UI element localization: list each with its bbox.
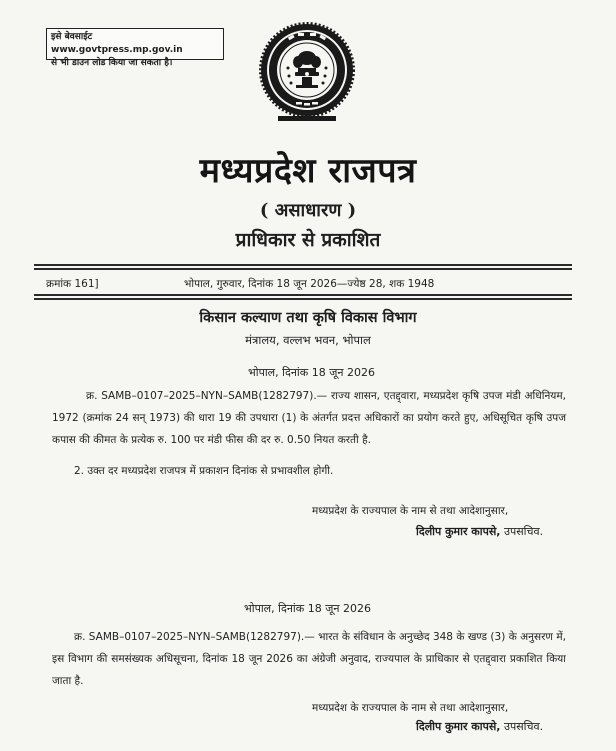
top-rule bbox=[34, 264, 572, 266]
notice1-date: भोपाल, दिनांक 18 जून 2026 bbox=[248, 366, 375, 379]
department-office: मंत्रालय, वल्लभ भवन, भोपाल bbox=[245, 333, 371, 347]
notice1-signature bbox=[416, 524, 543, 539]
notice1-designation: उपसचिव. bbox=[503, 525, 544, 538]
department-name: किसान कल्याण तथा कृषि विकास विभाग bbox=[199, 310, 417, 326]
notice2-designation: उपसचिव. bbox=[503, 720, 544, 733]
top-rule-inner bbox=[34, 268, 572, 270]
gazette-subtitle: ( असाधारण ) bbox=[259, 200, 357, 221]
bottom-rule bbox=[34, 294, 572, 296]
notice1-paragraph-2: 2. उक्त दर मध्यप्रदेश राजपत्र में प्रकाशन दिनांक से प्रभावशील होगी. bbox=[74, 465, 334, 477]
notice2-paragraph: क्र. SAMB–0107–2025–NYN–SAMB(1282797).— भारत के संविधान के अनुच्छेद 348 के खण्ड (3) के अनुसरण में, इस विभाग की समसंख्यक अधिसूचना, दिनांक 18 जून 2026 का अंग्रेजी अनुवाद, राज्यपाल के प्राधिकार से एतद्द्वारा प्रकाशित किया जाता है. bbox=[52, 631, 566, 687]
website-notice-box bbox=[46, 28, 224, 68]
notice1-signatory: दिलीप कुमार कापसे, bbox=[416, 525, 501, 538]
gazette-title: मध्यप्रदेश राजपत्र bbox=[199, 151, 417, 191]
issue-date: भोपाल, गुरुवार, दिनांक 18 जून 2026—ज्येष्ठ 28, शक 1948 bbox=[184, 278, 435, 290]
notice2-signature bbox=[416, 719, 543, 734]
bottom-rule-inner bbox=[34, 298, 572, 300]
gazette-authority: प्राधिकार से प्रकाशित bbox=[235, 229, 381, 251]
notice2-order-line: मध्यप्रदेश के राज्यपाल के नाम से तथा आदेशानुसार, bbox=[312, 702, 509, 714]
notice2-signatory: दिलीप कुमार कापसे, bbox=[416, 720, 501, 733]
notice1-order-line: मध्यप्रदेश के राज्यपाल के नाम से तथा आदेशानुसार, bbox=[312, 505, 509, 517]
issue-number: क्रमांक 161] bbox=[46, 278, 99, 290]
notice1-paragraph: क्र. SAMB–0107–2025–NYN–SAMB(1282797).— राज्य शासन, एतद्द्वारा, मध्यप्रदेश कृषि उपज मंडी अधिनियम, 1972 (क्रमांक 24 सन् 1973) की धारा 19 की उपधारा (1) के अंतर्गत प्रदत्त अधिकारों का प्रयोग करते हुए, अधिसूचित कृषि उपज कपास की कीमत के प्रत्येक रु. 100 पर मंडी फीस की दर रु. 0.50 नियत करती है. bbox=[52, 390, 566, 446]
website-notice-line2: से भी डाउन लोड किया जा सकता है। bbox=[51, 58, 173, 68]
website-notice-line1: इसे बेवसाईट www.govtpress.mp.gov.in bbox=[51, 32, 183, 55]
madhya-pradesh-state-emblem-icon bbox=[258, 20, 356, 130]
notice2-date: भोपाल, दिनांक 18 जून 2026 bbox=[244, 602, 371, 615]
